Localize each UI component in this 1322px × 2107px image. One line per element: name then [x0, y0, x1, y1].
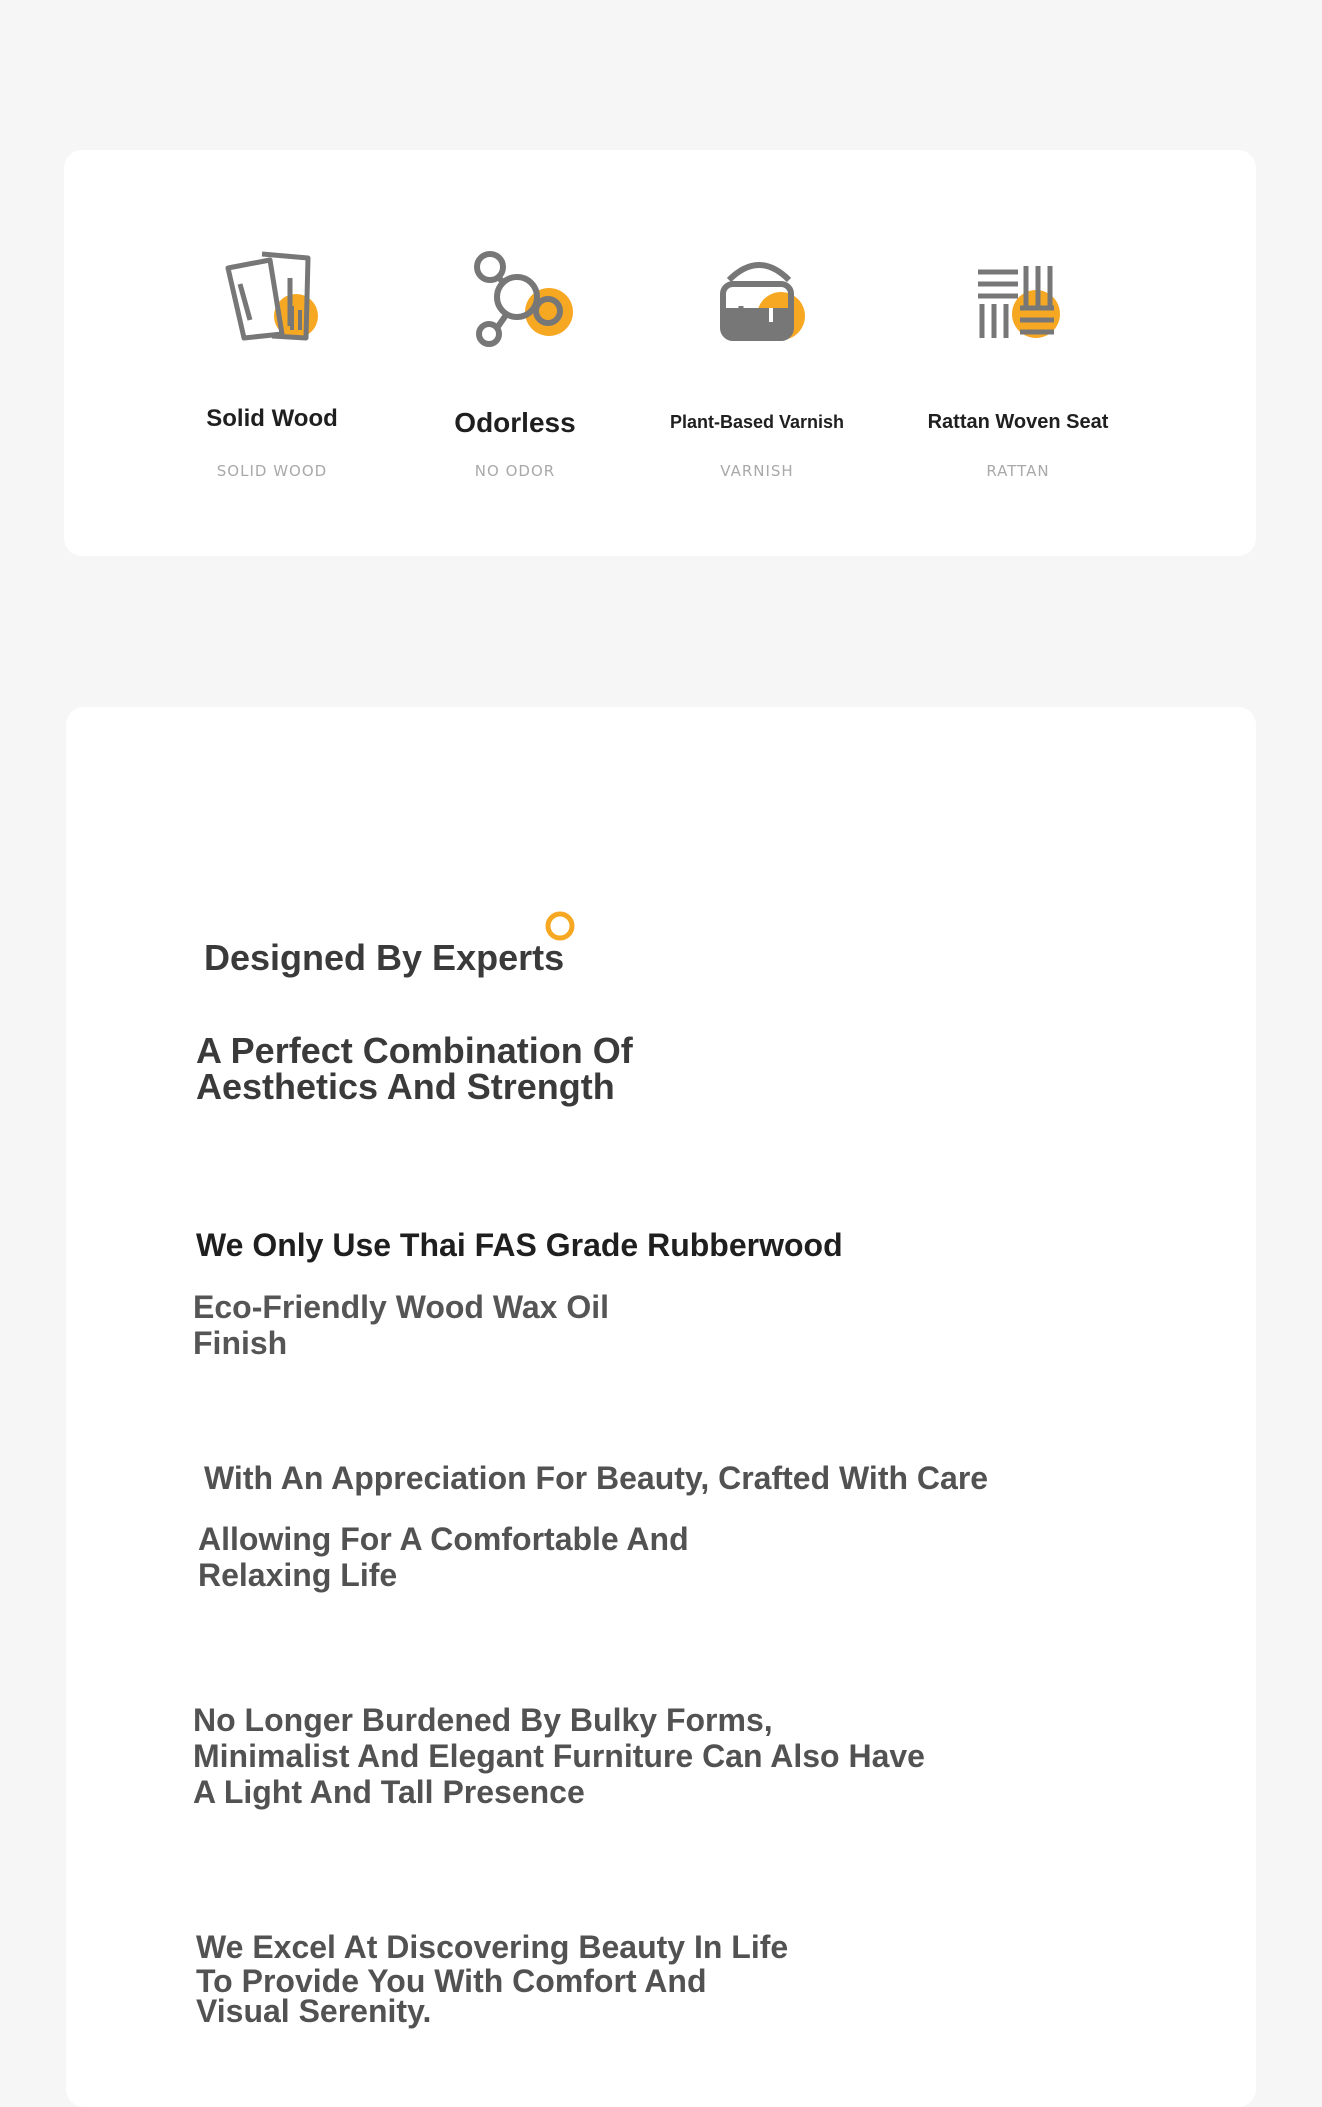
excel-text: [196, 1930, 788, 2028]
care-title: With An Appreciation For Beauty, Crafted With Care: [204, 1460, 989, 1496]
feature-subtitle: SOLID WOOD: [216, 462, 328, 480]
feature-title: Rattan Woven Seat: [927, 411, 1109, 433]
section-kicker: Designed By Experts: [204, 937, 565, 978]
feature-subtitle: VARNISH: [720, 462, 794, 480]
text-line: Allowing For A Comfortable And: [198, 1521, 689, 1557]
text-line: Visual Serenity.: [196, 1993, 432, 2029]
headline-line: A Perfect Combination Of: [196, 1030, 633, 1071]
forms-text: [193, 1702, 925, 1810]
molecule-icon: [455, 240, 575, 360]
text-line: Eco-Friendly Wood Wax Oil: [193, 1289, 610, 1325]
rattan-weave-icon: [958, 240, 1078, 360]
text-line: Finish: [193, 1325, 288, 1361]
solid-wood-icon: [212, 240, 332, 360]
feature-subtitle: RATTAN: [986, 462, 1050, 480]
text-line: To Provide You With Comfort And: [196, 1963, 707, 1999]
comfort-text: [198, 1521, 689, 1593]
story-card: [66, 707, 1256, 2107]
feature-title: Plant-Based Varnish: [669, 412, 845, 432]
wax-finish-text: [193, 1289, 609, 1361]
paint-bucket-icon: [697, 240, 817, 360]
feature-title: Odorless: [454, 407, 576, 438]
feature-subtitle: NO ODOR: [474, 462, 556, 480]
text-line: No Longer Burdened By Bulky Forms,: [193, 1702, 773, 1738]
headline-line: Aesthetics And Strength: [196, 1066, 615, 1107]
wood-grade-title: We Only Use Thai FAS Grade Rubberwood: [196, 1227, 843, 1263]
section-headline: [196, 1030, 633, 1107]
text-line: A Light And Tall Presence: [193, 1774, 585, 1810]
text-line: We Excel At Discovering Beauty In Life: [196, 1929, 789, 1965]
text-line: Minimalist And Elegant Furniture Can Also Have: [193, 1738, 925, 1774]
text-line: Relaxing Life: [198, 1557, 398, 1593]
feature-title: Solid Wood: [206, 405, 338, 432]
features-card: [64, 150, 1256, 556]
